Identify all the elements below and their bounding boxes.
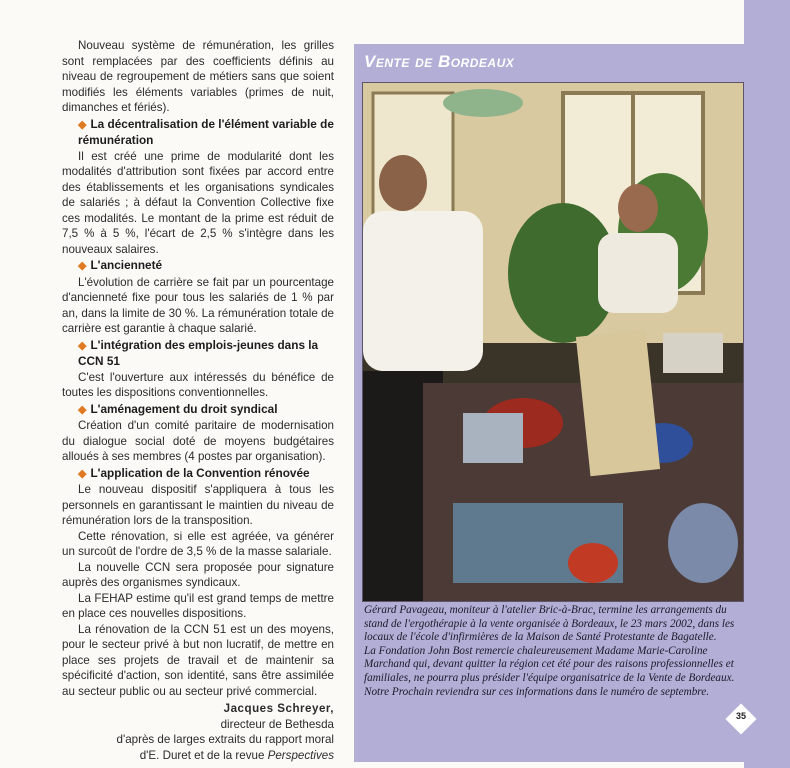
section-heading: ◆ L'aménagement du droit syndical (78, 401, 278, 416)
signature-source-2: d'E. Duret et de la revue Perspectives (139, 748, 334, 762)
section-body: Création d'un comité paritaire de modernisation du dialogue social doté de moyens budgétaires alloués à ses membres (4 postes par organisation). (62, 419, 334, 463)
photo-caption (364, 604, 744, 699)
signature-name: Jacques Schreyer, (223, 702, 334, 715)
signature-source: d'après de larges extraits du rapport moral (116, 733, 334, 746)
diamond-bullet-icon: ◆ (78, 403, 87, 416)
page-number: 35 (735, 711, 746, 721)
section-body: Il est créé une prime de modularité dont les modalités d'attribution sont fixées par accord entre des établissements et les organisations syndicales de salariés ; à défaut la Convention Collective fixe ces modalités. Le montant de la prime est réduit de 7,5 % à 5 %, l'écart de 2,5 % s'intègre dans les nouveaux salaires. (62, 149, 334, 256)
section-heading: ◆ L'application de la Convention rénovée (78, 465, 310, 480)
diamond-bullet-icon: ◆ (78, 467, 87, 480)
diamond-bullet-icon: ◆ (78, 339, 87, 352)
section-heading: ◆ L'intégration des emplois-jeunes dans la CCN 51 (78, 337, 319, 368)
diamond-bullet-icon: ◆ (78, 118, 87, 131)
body-paragraph: Cette rénovation, si elle est agréée, va générer un surcoût de l'ordre de 3,5 % de la masse salariale. (62, 529, 334, 558)
section-body: C'est l'ouverture aux intéressés du bénéfice de toutes les dispositions conventionnelles. (62, 370, 334, 399)
section-body: Le nouveau dispositif s'appliquera à tous les personnels en garantissant le maintien du niveau de rémunération lors de la transposition. (62, 483, 334, 527)
signature-role: directeur de Bethesda (220, 717, 334, 731)
body-paragraph: La FEHAP estime qu'il est grand temps de mettre en place ces nouvelles dispositions. (62, 591, 334, 620)
body-paragraph: La nouvelle CCN sera proposée pour signature auprès des organismes syndicaux. (62, 560, 334, 589)
photo-illustration (363, 83, 743, 601)
body-paragraph: La rénovation de la CCN 51 est un des moyens, pour le secteur privé à but non lucratif, de mettre en place ses projets de travail et de maintenir sa spécificité d'action, son identité, sans être assimilée au secteur public ou au secteur privé commercial. (62, 622, 334, 698)
section-heading: ◆ L'ancienneté (78, 258, 163, 272)
section-heading: ◆ La décentralisation de l'élément variable de rémunération (78, 116, 334, 147)
section-body: L'évolution de carrière se fait par un pourcentage d'ancienneté fixe pour tous les salariés de 1 % par an, dans la limite de 30 %. La rémunération totale de carrière est garantie à chaque salarié. (62, 275, 334, 335)
panel-title: Vente de Bordeaux (364, 52, 515, 71)
event-photo (362, 82, 744, 602)
intro-paragraph: Nouveau système de rémunération, les grilles sont remplacées par des coefficients définis au niveau de regroupement de métiers sans que soient modifiés les éléments variables (primes de nuit, dimanches et fériés). (62, 39, 334, 114)
caption-paragraph: La Fondation John Bost remercie chaleureusement Madame Marie-Caroline Marchand qui, devant quitter la région cet été pour des raisons professionnelles et familiales, ne pourra plus présider l'équipe organisatrice de la Vente de Bordeaux. Notre Prochain reviendra sur ces informations dans le numéro de septembre. (364, 644, 735, 698)
right-feature-panel (354, 44, 780, 762)
caption-paragraph: Gérard Pavageau, moniteur à l'atelier Bric-à-Brac, termine les arrangements du stand de l'ergothérapie à la vente organisée à Bordeaux, le 23 mars 2002, dans les locaux de l'école d'infirmières de la Maison de Santé Protestante de Bagatelle. (364, 604, 735, 644)
signature-block (62, 701, 334, 763)
diamond-bullet-icon: ◆ (78, 260, 87, 272)
left-text-column (62, 38, 334, 763)
